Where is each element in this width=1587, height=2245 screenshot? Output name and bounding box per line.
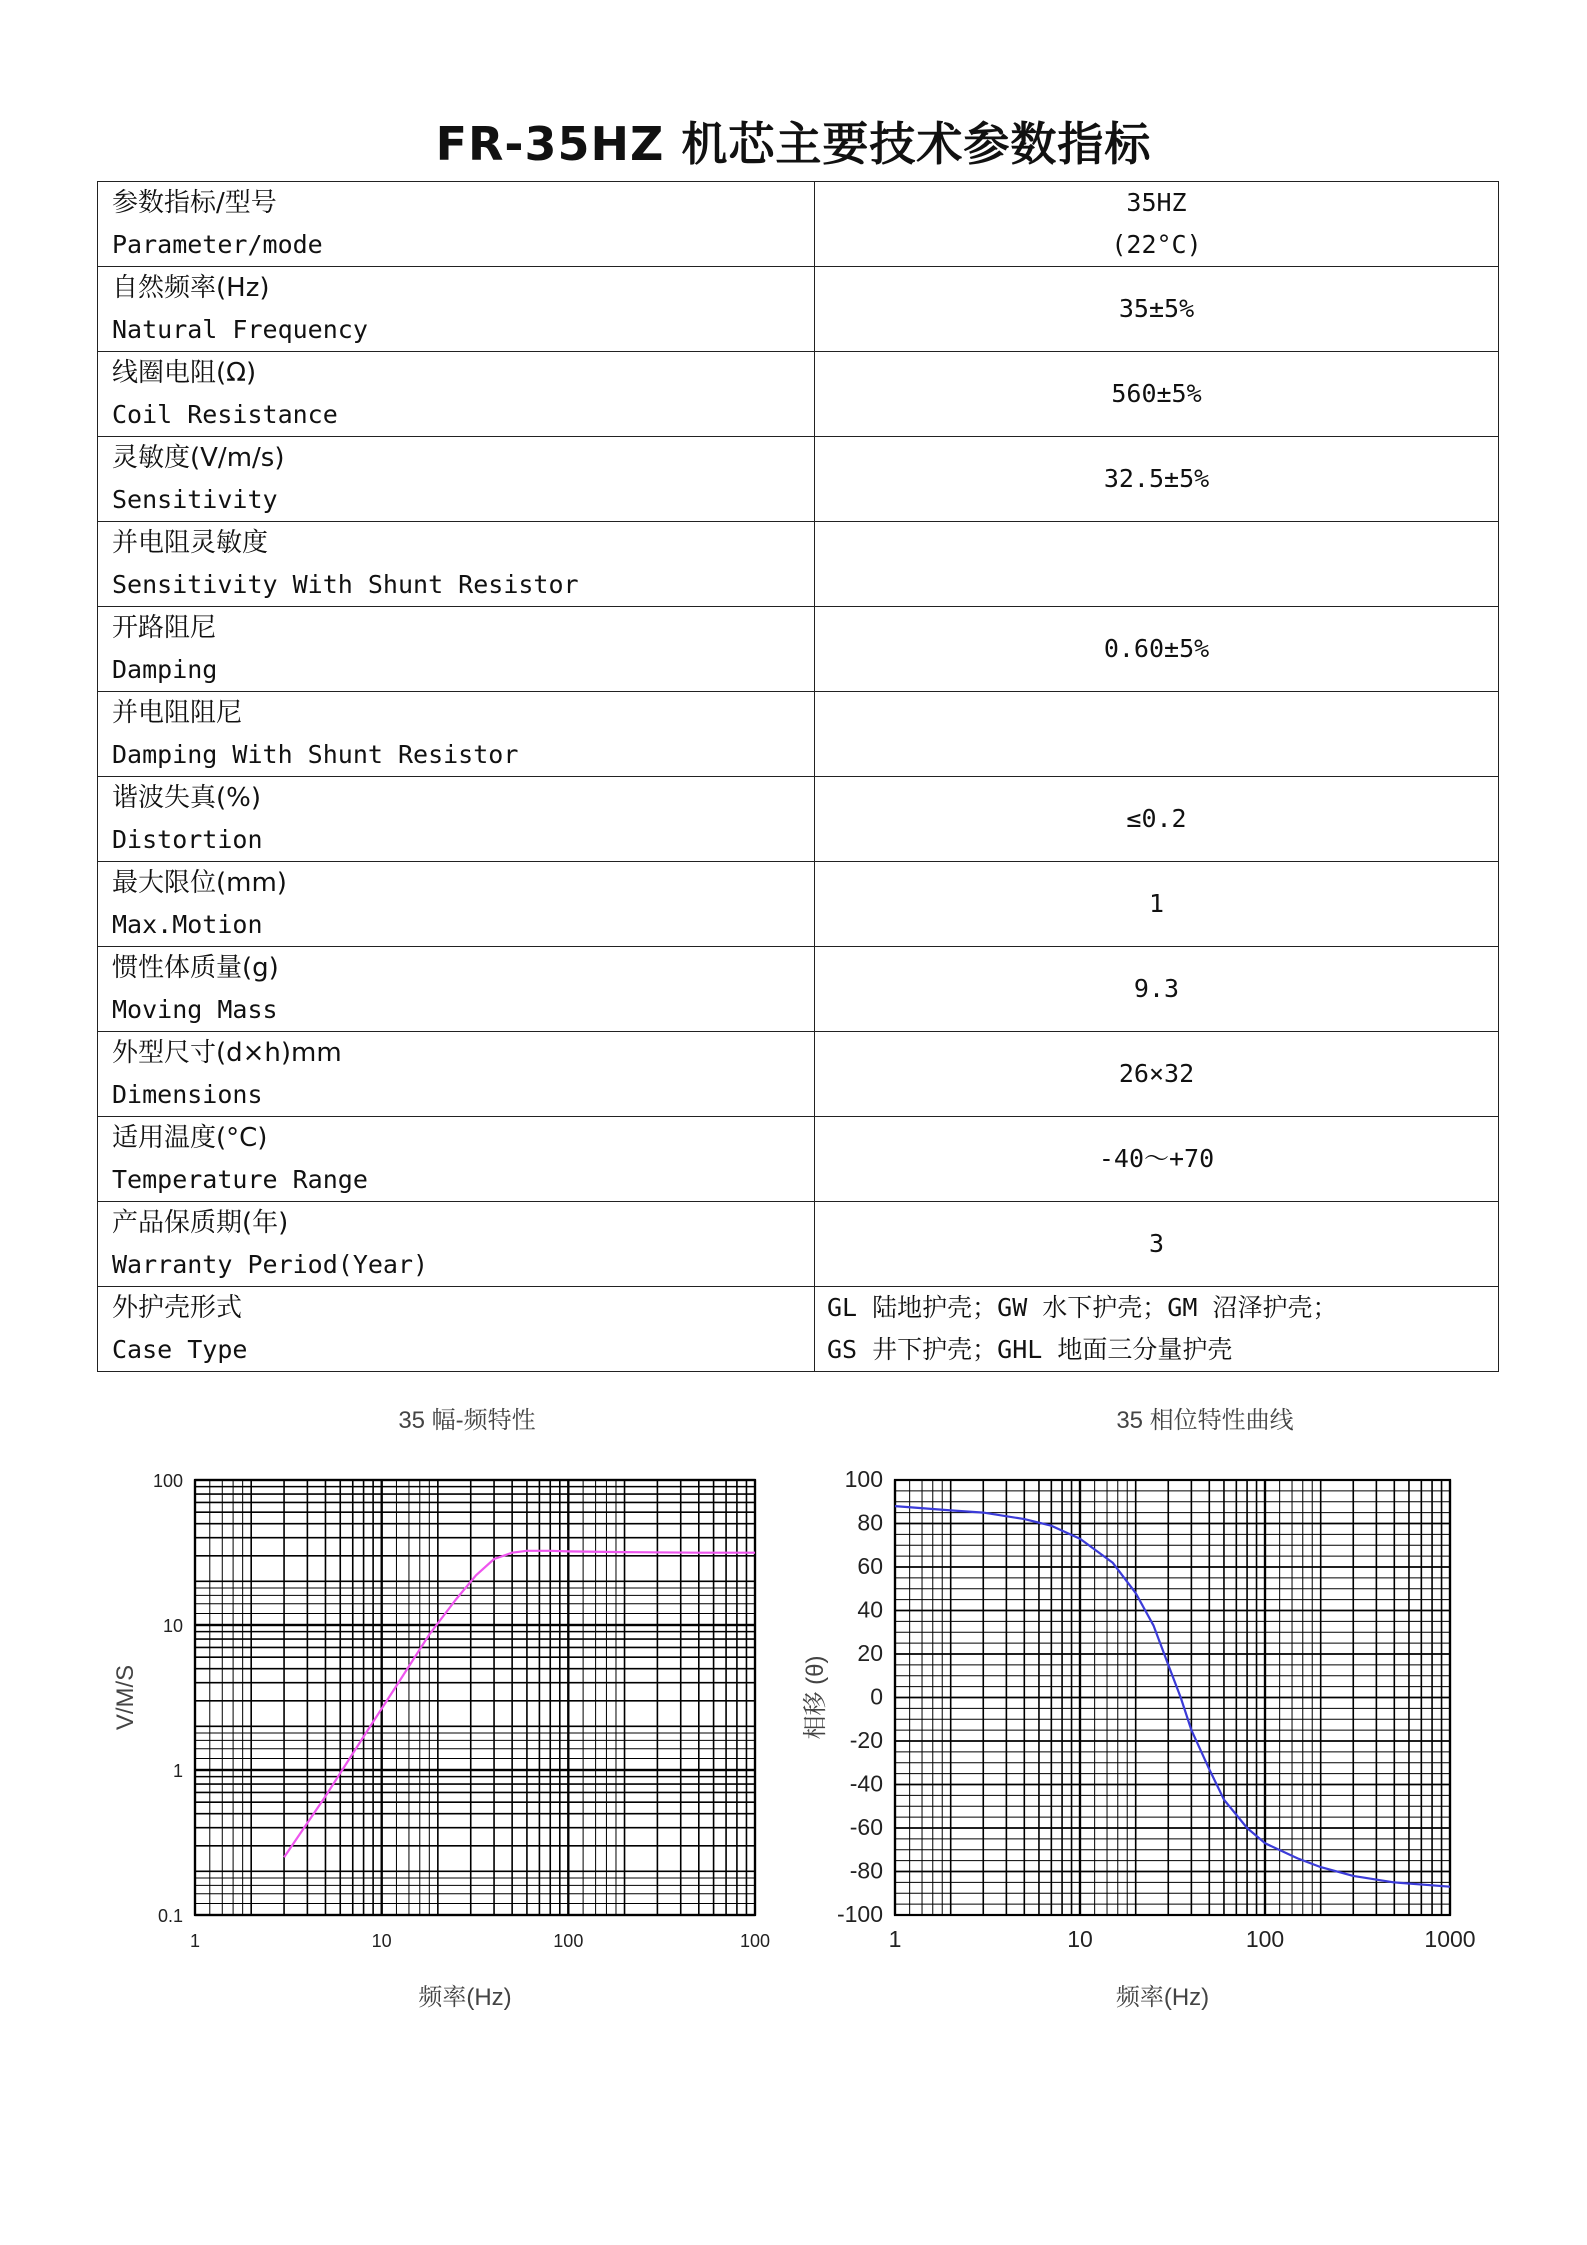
value-cell — [815, 352, 1499, 437]
amplitude-frequency-chart — [95, 1395, 795, 2045]
param-name-zh: 外型尺寸(d×h)mm — [112, 1038, 342, 1068]
param-cell — [98, 777, 815, 862]
spec-row — [98, 1117, 1499, 1202]
param-name-en: Temperature Range — [112, 1165, 368, 1194]
x-tick-label: 1 — [189, 1931, 201, 1951]
param-name-en: Parameter/mode — [112, 230, 323, 259]
series-line-phase — [895, 1506, 1450, 1887]
param-cell — [98, 267, 815, 352]
value-cell — [815, 692, 1499, 777]
param-cell — [98, 1287, 815, 1372]
value-cell — [815, 607, 1499, 692]
param-cell — [98, 862, 815, 947]
page-title: FR-35HZ 机芯主要技术参数指标 — [435, 117, 1152, 171]
param-name-zh: 自然频率(Hz) — [112, 273, 270, 303]
param-name-zh: 开路阻尼 — [112, 613, 217, 643]
y-axis-label: 相移 (θ) — [802, 1655, 829, 1740]
param-name-zh: 外护壳形式 — [112, 1293, 243, 1323]
param-name-zh: 参数指标/型号 — [112, 188, 277, 218]
y-tick-label: 20 — [857, 1640, 883, 1666]
param-cell — [98, 522, 815, 607]
param-cell — [98, 947, 815, 1032]
y-tick-label: 1 — [172, 1761, 183, 1781]
chart-title: 35 幅-频特性 — [398, 1407, 536, 1434]
spec-row — [98, 692, 1499, 777]
param-cell — [98, 1032, 815, 1117]
param-name-en: Warranty Period(Year) — [112, 1250, 429, 1279]
y-tick-label: -60 — [849, 1814, 883, 1840]
value-text: ≤0.2 — [1126, 804, 1187, 833]
param-name-zh: 谐波失真(%) — [112, 783, 261, 813]
value-cell — [815, 1117, 1499, 1202]
param-name-zh: 惯性体质量(g) — [112, 953, 279, 983]
value-cell — [815, 862, 1499, 947]
param-cell — [98, 1202, 815, 1287]
y-tick-label: 40 — [857, 1596, 883, 1623]
param-name-en: Sensitivity — [112, 485, 278, 514]
x-tick-label: 1 — [888, 1926, 902, 1952]
spec-table-body — [98, 182, 1499, 1372]
y-tick-label: -40 — [849, 1770, 883, 1797]
param-cell — [98, 607, 815, 692]
param-name-zh: 最大限位(mm) — [112, 868, 287, 898]
y-tick-label: 100 — [844, 1466, 883, 1492]
spec-row — [98, 1032, 1499, 1117]
value-text: GS 井下护壳；GHL 地面三分量护壳 — [827, 1335, 1233, 1364]
value-cell — [815, 522, 1499, 607]
param-name-en: Coil Resistance — [112, 400, 338, 429]
y-tick-label: -100 — [836, 1901, 883, 1927]
param-name-zh: 产品保质期(年) — [112, 1208, 289, 1238]
value-text: 3 — [1148, 1229, 1165, 1258]
param-name-en: Natural Frequency — [112, 315, 368, 344]
param-name-en: Distortion — [112, 825, 263, 854]
spec-table — [97, 181, 1499, 1372]
param-name-zh: 适用温度(°C) — [112, 1123, 268, 1153]
value-text: 35±5% — [1118, 294, 1195, 323]
x-tick-label: 100 — [1245, 1926, 1285, 1952]
spec-row — [98, 862, 1499, 947]
param-name-en: Case Type — [112, 1335, 248, 1364]
param-cell — [98, 437, 815, 522]
value-cell — [815, 1202, 1499, 1287]
spec-row — [98, 182, 1499, 267]
param-name-en: Max.Motion — [112, 910, 263, 939]
param-name-en: Moving Mass — [112, 995, 278, 1024]
phase-characteristic-chart — [795, 1395, 1495, 2045]
value-text: -40～+70 — [1098, 1144, 1215, 1173]
value-text: 9.3 — [1133, 974, 1180, 1003]
value-text: 26×32 — [1118, 1059, 1195, 1088]
y-tick-label: 0 — [870, 1683, 883, 1710]
param-cell — [98, 182, 815, 267]
value-text: 560±5% — [1111, 379, 1202, 408]
param-cell — [98, 352, 815, 437]
param-cell — [98, 692, 815, 777]
param-name-en: Damping With Shunt Resistor — [112, 740, 519, 769]
value-cell — [815, 947, 1499, 1032]
value-cell — [815, 1032, 1499, 1117]
y-tick-label: 0.1 — [157, 1906, 183, 1926]
y-tick-label: 60 — [857, 1553, 883, 1579]
spec-row — [98, 437, 1499, 522]
x-tick-label: 100 — [739, 1931, 771, 1951]
param-name-zh: 并电阻阻尼 — [112, 698, 243, 728]
param-name-zh: 并电阻灵敏度 — [112, 528, 269, 558]
value-text: 32.5±5% — [1103, 464, 1210, 493]
value-text: 1 — [1148, 889, 1165, 918]
spec-row — [98, 607, 1499, 692]
param-name-en: Dimensions — [112, 1080, 263, 1109]
x-tick-label: 100 — [553, 1931, 584, 1951]
value-text: (22°C) — [1111, 230, 1202, 259]
value-cell — [815, 267, 1499, 352]
y-tick-label: 80 — [857, 1509, 883, 1536]
x-axis-label: 频率(Hz) — [1115, 1984, 1210, 2011]
value-cell — [815, 182, 1499, 267]
param-name-zh: 灵敏度(V/m/s) — [112, 443, 285, 473]
series-line-amplitude — [284, 1551, 755, 1858]
x-tick-label: 10 — [1067, 1926, 1093, 1952]
param-cell — [98, 1117, 815, 1202]
x-tick-label: 1000 — [1424, 1926, 1476, 1952]
param-name-en: Damping — [112, 655, 218, 684]
value-text: 0.60±5% — [1103, 634, 1210, 663]
y-tick-label: 10 — [162, 1616, 183, 1636]
param-name-zh: 线圈电阻(Ω) — [112, 358, 257, 388]
value-cell — [815, 777, 1499, 862]
x-axis-label: 频率(Hz) — [418, 1984, 512, 2011]
y-axis-label: V/M/S — [112, 1664, 139, 1731]
y-tick-label: -80 — [849, 1857, 883, 1884]
spec-row — [98, 352, 1499, 437]
plot-frame — [195, 1480, 755, 1915]
spec-row — [98, 1287, 1499, 1372]
spec-row — [98, 267, 1499, 352]
param-name-en: Sensitivity With Shunt Resistor — [112, 570, 579, 599]
value-text: 35HZ — [1126, 188, 1187, 217]
y-tick-label: 100 — [152, 1471, 183, 1491]
x-tick-label: 10 — [371, 1931, 392, 1951]
spec-row — [98, 947, 1499, 1032]
value-text: GL 陆地护壳；GW 水下护壳；GM 沼泽护壳； — [827, 1293, 1338, 1322]
chart-title: 35 相位特性曲线 — [1116, 1407, 1294, 1434]
value-cell — [815, 437, 1499, 522]
y-tick-label: -20 — [849, 1727, 883, 1753]
spec-row — [98, 777, 1499, 862]
spec-row — [98, 522, 1499, 607]
spec-row — [98, 1202, 1499, 1287]
value-cell — [815, 1287, 1499, 1372]
